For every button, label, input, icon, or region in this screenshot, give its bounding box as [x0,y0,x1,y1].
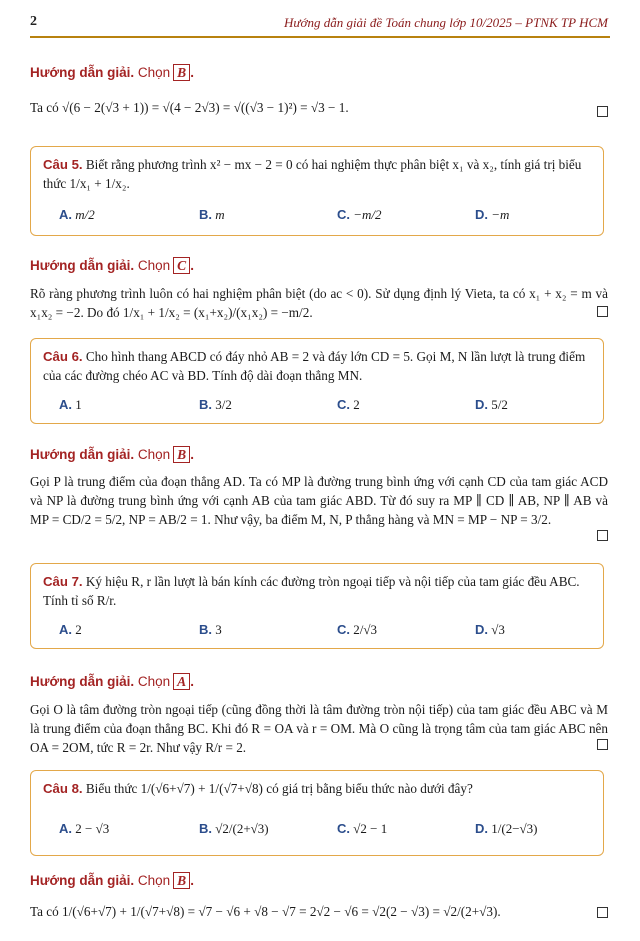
solution-heading-label: Hướng dẫn giải. [30,258,135,273]
question-body-7: Ký hiệu R, r lần lượt là bán kính các đường tròn ngoại tiếp và nội tiếp của tam giác đều ABC. Tính tỉ số R/r. [43,574,580,608]
question-text-8 [43,779,591,798]
solution-heading-5: Hướng dẫn giải. Chọn C . [30,258,194,273]
option-5-b [199,207,225,223]
option-value: 2 − √3 [75,821,110,836]
qed-square-icon [597,907,608,918]
option-value: −m [491,207,510,222]
option-8-a [59,821,109,837]
option-letter: D. [475,397,488,412]
solution-text-4: Ta có √(6 − 2(√3 + 1)) = √(4 − 2√3) = √((√3 − 1)²) = √3 − 1. [30,100,349,115]
option-letter: B. [199,821,212,836]
question-text-7 [43,572,591,610]
question-label-7: Câu 7. [43,574,83,589]
question-body-6: Cho hình thang ABCD có đáy nhỏ AB = 2 và đáy lớn CD = 5. Gọi M, N lần lượt là trung điểm của các đường chéo AC và BD. Tính độ dài đoạn thẳng MN. [43,349,586,383]
option-value: 1 [75,397,82,412]
question-text-6 [43,347,591,385]
option-letter: D. [475,622,488,637]
answer-box-6: B [173,446,190,463]
header-rule [30,36,610,38]
option-letter: B. [199,207,212,222]
option-7-d [475,622,505,638]
qed-square-icon [597,530,608,541]
option-letter: A. [59,622,72,637]
solution-heading-4: Hướng dẫn giải. Chọn B . [30,65,194,80]
choose-label: Chọn [137,65,171,80]
answer-box-7: A [173,673,190,690]
qed-square-icon [597,739,608,750]
choose-label: Chọn [137,674,171,689]
option-value: 2 [75,622,82,637]
option-value: 2 [353,397,360,412]
answer-box-4: B [173,64,190,81]
option-value: √2 − 1 [353,821,388,836]
option-letter: B. [199,397,212,412]
option-6-a [59,397,82,413]
option-8-b [199,821,269,837]
question-body-5: Biết rằng phương trình x² − mx − 2 = 0 có hai nghiệm thực phân biệt x₁ và x₂, tính giá trị biểu thức 1/x₁ + 1/x₂. [43,157,582,191]
option-value: 5/2 [491,397,508,412]
option-5-c [337,207,382,223]
question-box-6 [30,338,604,424]
question-label-8: Câu 8. [43,781,83,796]
option-5-a [59,207,95,223]
option-8-c [337,821,387,837]
answer-box-5: C [173,257,190,274]
option-6-d [475,397,508,413]
qed-square-icon [597,106,608,117]
question-box-8 [30,770,604,856]
option-letter: D. [475,207,488,222]
solution-heading-label: Hướng dẫn giải. [30,447,135,462]
option-value: −m/2 [353,207,382,222]
option-value: √3 [491,622,505,637]
qed-square-icon [597,306,608,317]
solution-heading-8: Hướng dẫn giải. Chọn B . [30,873,194,888]
option-value: 3/2 [215,397,232,412]
solution-text-8: Ta có 1/(√6+√7) + 1/(√7+√8) = √7 − √6 + √8 − √7 = 2√2 − √6 = √2(2 − √3) = √2/(2+√3). [30,904,501,919]
option-value: 1/(2−√3) [491,821,538,836]
option-letter: C. [337,622,350,637]
option-letter: C. [337,207,350,222]
option-7-a [59,622,82,638]
option-5-d [475,207,509,223]
option-letter: C. [337,821,350,836]
option-7-b [199,622,222,638]
choose-label: Chọn [137,258,171,273]
solution-heading-label: Hướng dẫn giải. [30,674,135,689]
solution-heading-label: Hướng dẫn giải. [30,65,135,80]
option-letter: C. [337,397,350,412]
question-label-5: Câu 5. [43,157,83,172]
solution-text-5: Rõ ràng phương trình luôn có hai nghiệm phân biệt (do ac < 0). Sử dụng định lý Vieta, ta có x₁ + x₂ = m và x₁x₂ = −2. Do đó 1/x₁ + 1/x₂ = (x₁+x₂)/(x₁x₂) = −m/2. [30,286,608,320]
option-7-c [337,622,377,638]
option-value: 3 [215,622,222,637]
option-value: √2/(2+√3) [215,821,269,836]
solution-heading-6: Hướng dẫn giải. Chọn B . [30,447,194,462]
question-box-7 [30,563,604,649]
choose-label: Chọn [137,447,171,462]
option-8-d [475,821,538,837]
option-value: m [215,207,225,222]
option-value: m/2 [75,207,95,222]
option-value: 2/√3 [353,622,377,637]
option-letter: A. [59,397,72,412]
question-label-6: Câu 6. [43,349,83,364]
option-letter: A. [59,821,72,836]
running-header-title: Hướng dẫn giải đề Toán chung lớp 10/2025 – PTNK TP HCM [284,15,608,30]
answer-box-8: B [173,872,190,889]
option-6-c [337,397,360,413]
option-letter: D. [475,821,488,836]
option-6-b [199,397,232,413]
solution-heading-7: Hướng dẫn giải. Chọn A . [30,674,194,689]
question-body-8: Biểu thức 1/(√6+√7) + 1/(√7+√8) có giá trị bằng biểu thức nào dưới đây? [85,781,473,796]
question-box-5 [30,146,604,236]
question-text-5 [43,155,591,193]
option-letter: B. [199,622,212,637]
page-number: 2 [30,14,37,29]
solution-text-7: Gọi O là tâm đường tròn ngoại tiếp (cũng đồng thời là tâm đường tròn nội tiếp) của tam giác đều ABC và M là trung điểm của đoạn thẳng BC. Khi đó R = OA và r = OM. Mà O cũng là trọng tâm của tam giác ABC nên OA = 2OM, tức R = 2r. Như vậy R/r = 2. [30,702,608,755]
choose-label: Chọn [137,873,171,888]
solution-text-6: Gọi P là trung điểm của đoạn thẳng AD. Ta có MP là đường trung bình ứng với cạnh CD của tam giác ACD và NP là đường trung bình ứng với cạnh AB của tam giác ABD. Từ đó suy ra MP ∥ CD ∥ AB, NP ∥ AB và MP = CD/2 = 5/2, NP = AB/2 = 1. Như vậy, ba điểm M, N, P thẳng hàng và MN = MP − NP = 3/2. [30,474,608,527]
option-letter: A. [59,207,72,222]
solution-heading-label: Hướng dẫn giải. [30,873,135,888]
